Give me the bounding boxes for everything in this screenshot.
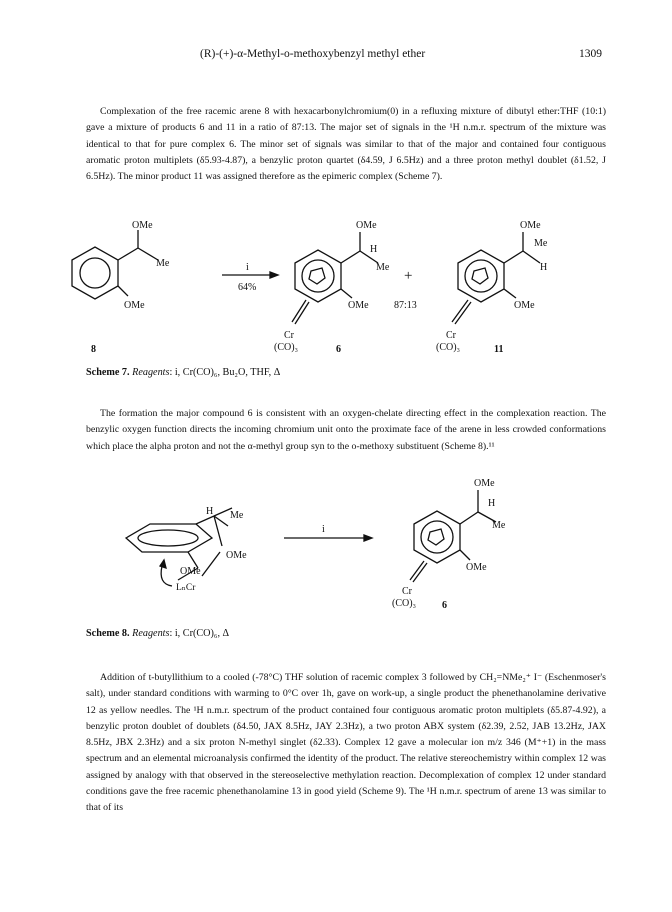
s8-compound-label-6: 6 bbox=[442, 600, 447, 611]
s7-6-me: Me bbox=[376, 262, 390, 273]
compound-label-8: 8 bbox=[91, 344, 96, 355]
reaction-arrow bbox=[222, 272, 278, 278]
scheme-7-label: Scheme 7. bbox=[86, 367, 130, 378]
s7-11-ome-top: OMe bbox=[520, 220, 541, 231]
s8-ome-chelate: OMe bbox=[180, 566, 201, 577]
paragraph-eschenmoser-addition: Addition of t-butyllithium to a cooled (-78°C) THF solution of racemic complex 3 followed by CH₂=NMe₂⁺ I⁻ (Eschenmoser's salt), under standard conditions with warming to 0°C over 1h, gave on work-up, a single product the phenethanolamine derivative 12 as yellow needles. The ¹H n.m.r. spectrum of the product contained four contiguous aromatic proton multiplets (δ5.87-4.92), a benzylic proton doublet of doublets (δ4.50, JAX 8.5Hz, JAY 2.3Hz), a two proton ABX system (δ2.39, 2.52, JAB 13.2Hz, JAX 8.5Hz, JBX 2.3Hz) and a six proton N-methyl singlet (δ2.33). Complex 12 gave a molecular ion m/z 346 (M⁺+1) in the mass spectrum and an elemental microanalysis confirmed the identity of the product. The relative stereochemistry within complex 12 was assigned by analogy with that observed in the stereoselective methylation reaction. Decomplexation of complex 12 under standard conditions gave the free racemic phenethanolamine 13 in good yield (Scheme 9). The ¹H n.m.r. spectrum of arene 13 was similar to that of its bbox=[86, 672, 606, 814]
s7-ratio: 87:13 bbox=[394, 300, 417, 311]
scheme-8-reagents-text: : i, Cr(CO)₆, Δ bbox=[169, 628, 230, 639]
running-title: (R)-(+)-α-Methyl-o-methoxybenzyl methyl ether bbox=[200, 48, 426, 60]
s7-6-ome-bottom: OMe bbox=[348, 300, 369, 311]
s8-me: Me bbox=[230, 510, 244, 521]
scheme-7-caption bbox=[86, 367, 280, 378]
s8-product-ome-bottom: OMe bbox=[466, 562, 487, 573]
s7-arrow-reagent: i bbox=[246, 262, 249, 273]
compound-8-structure bbox=[72, 230, 158, 299]
s8-product-me: Me bbox=[492, 520, 506, 531]
page-number: 1309 bbox=[579, 48, 602, 60]
s8-arrow-reagent: i bbox=[322, 524, 325, 535]
scheme-7-reagents-text: : i, Cr(CO)₆, Bu₂O, THF, Δ bbox=[169, 367, 281, 378]
reaction-arrow bbox=[284, 535, 372, 541]
scheme-7-diagram bbox=[0, 218, 672, 366]
scheme-8-label: Scheme 8. bbox=[86, 628, 130, 639]
s7-me: Me bbox=[156, 258, 170, 269]
s8-ome: OMe bbox=[226, 550, 247, 561]
s7-6-cr: Cr bbox=[284, 330, 294, 341]
paragraph-chelate-effect: The formation the major compound 6 is consistent with an oxygen-chelate directing effect in the complexation reaction. The benzylic oxygen function directs the incoming chromium unit onto the proximate face of the arene in less crowded conformations which place the alpha proton and not the α-methyl group syn to the o-methoxy substituent (Scheme 8).¹¹ bbox=[86, 408, 606, 452]
s7-ome-top: OMe bbox=[132, 220, 153, 231]
scheme-7-reagents-label: Reagents bbox=[132, 367, 170, 378]
running-header bbox=[0, 48, 672, 64]
s7-11-me: Me bbox=[534, 238, 548, 249]
s7-11-cr: Cr bbox=[446, 330, 456, 341]
s7-6-h: H bbox=[370, 244, 378, 255]
s8-lncr: LₙCr bbox=[176, 583, 196, 593]
s8-product-ome-top: OMe bbox=[474, 478, 495, 489]
paragraph-complexation: Complexation of the free racemic arene 8 with hexacarbonylchromium(0) in a refluxing mixture of dibutyl ether:THF (10:1) gave a mixture of products 6 and 11 in a ratio of 87:13. The major set of signals in the ¹H n.m.r. spectrum of the mixture was identical to that for pure complex 6. The minor set of signals was similar to that of the major and contained four contiguous aromatic proton multiplets (δ5.93-4.87), a benzylic proton quartet (δ4.59, J 6.5Hz) and a three proton methyl doublet (δ1.52, J 6.5Hz). The minor product 11 was assigned therefore as the epimeric complex (Scheme 7). bbox=[86, 106, 606, 183]
scheme-8-reagents-label: Reagents bbox=[132, 628, 170, 639]
s7-ome-bottom: OMe bbox=[124, 300, 145, 311]
s8-product-h: H bbox=[488, 498, 496, 509]
s7-11-co3: (CO)₃ bbox=[436, 342, 461, 353]
compound-label-6: 6 bbox=[336, 344, 341, 355]
scheme-8-caption bbox=[86, 628, 229, 639]
s7-plus: + bbox=[404, 268, 413, 284]
compound-label-11: 11 bbox=[494, 344, 504, 355]
s8-h: H bbox=[206, 506, 214, 517]
s7-11-ome-bottom: OMe bbox=[514, 300, 535, 311]
s8-product-co3: (CO)₃ bbox=[392, 598, 417, 609]
s7-11-h: H bbox=[540, 262, 548, 273]
chelate-structure bbox=[126, 508, 232, 586]
s7-arrow-yield: 64% bbox=[238, 282, 257, 293]
s7-6-ome-top: OMe bbox=[356, 220, 377, 231]
s8-product-cr: Cr bbox=[402, 586, 412, 597]
scheme-8-diagram bbox=[0, 476, 672, 624]
s7-6-co3: (CO)₃ bbox=[274, 342, 299, 353]
